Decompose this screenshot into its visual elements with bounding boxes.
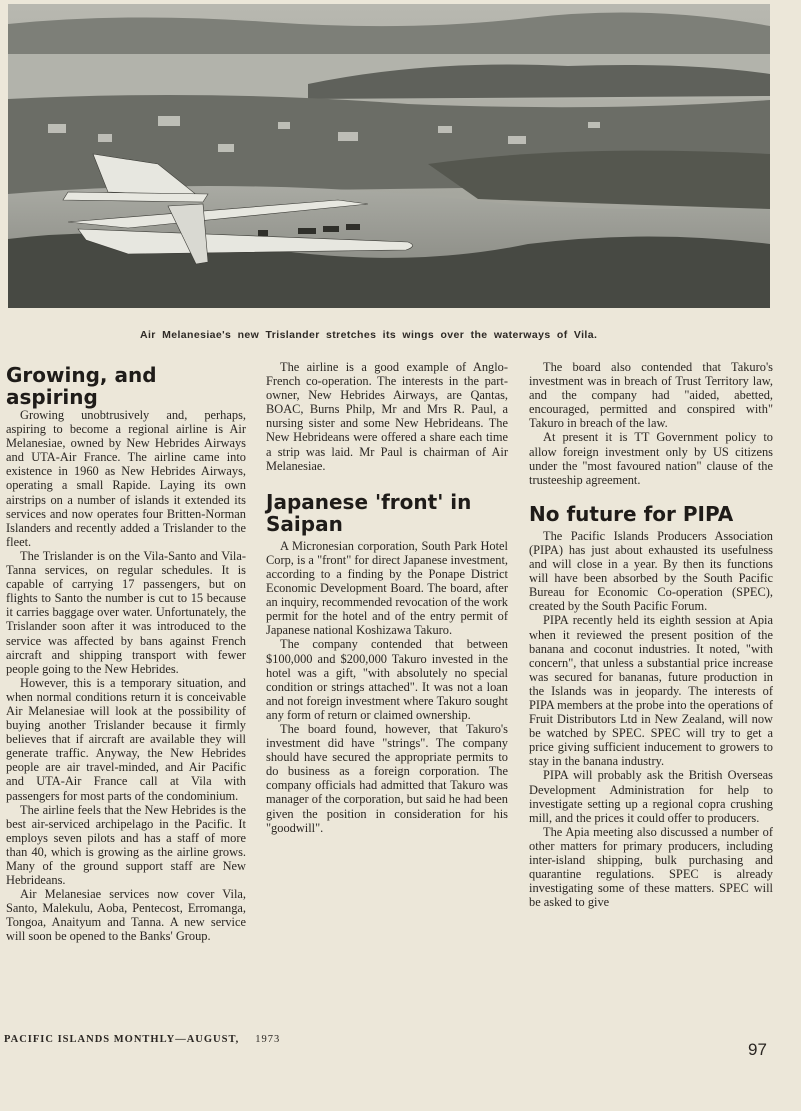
column-1 xyxy=(6,360,246,944)
article-paragraph: The board also contended that Takuro's investment was in breach of Trust Territory law, and the company had "aided, abetted, encouraged, permitted and conspired with" Takuro in breach of the law. xyxy=(529,360,773,431)
headline-japanese-front: Japanese 'front' in Saipan xyxy=(266,489,472,536)
article-paragraph: The airline feels that the New Hebrides is the best air-serviced archipelago in the Pacific. It employs seven pilots and has a staff of more than 40, which is growing as the airline grows. Many of the ground support staff are New Hebrideans. xyxy=(6,802,246,888)
article-paragraph: Air Melanesiae services now cover Vila, Santo, Malekulu, Aoba, Pentecost, Erromanga, Tongoa, Anaityum and Tanna. A new service will soon be opened to the Banks' Group. xyxy=(6,887,246,944)
article-paragraph: A Micronesian corporation, South Park Hotel Corp, is a "front" for direct Japanese investment, according to a finding by the Ponape District Economic Development Board. The board, after an inquiry, recommended revocation of the work permit for the hotel and of the entry permit of Japanese national Koshizawa Takuro. xyxy=(266,538,508,638)
article-paragraph: PIPA will probably ask the British Overseas Development Administration for help to investigate setting up a regional copra crushing mill, and the prices it could offer to producers. xyxy=(529,768,773,825)
headline-growing-aspiring: Growing, and aspiring xyxy=(6,363,157,409)
article-paragraph: The airline is a good example of Anglo-French co-operation. The interests in the part-owner, New Hebrides Airways, are Qantas, BOAC, Burns Philp, Mr and Mrs R. Paul, a nursing sister and some New Hebrideans. The New Hebrideans were offered a share each time a strip was laid. Mr Paul is chairman of Air Melanesiae. xyxy=(266,360,508,473)
publication-name: PACIFIC ISLANDS MONTHLY—AUGUST, xyxy=(4,1034,240,1045)
article-paragraph: The Pacific Islands Producers Association (PIPA) has just about exhausted its usefulness and will close in a year. By then its functions will have been absorbed by the South Pacific Bureau for Economic Co-operation (SPEC), created by the South Pacific Forum. xyxy=(529,528,773,614)
article-paragraph: However, this is a temporary situation, and when normal conditions return it is conceivable Air Melanesiae will look at the possibility of buying another Trislander because it firmly believes that if aircraft are available they will generate traffic. Anyway, the New Hebrides people are air travel-minded, and Air Pacific and UTA-Air France call at Vila with passengers for most parts of the condominium. xyxy=(6,675,246,803)
trislander-photo xyxy=(8,4,770,308)
article-paragraph: PIPA recently held its eighth session at Apia when it reviewed the present position of the banana and coconut industries. It noted, "with concern", that unless a substantial price increase was secured for bananas, future production in the Islands was in jeopardy. The interests of PIPA members at the probe into the operations of Fruit Distributors Ltd in New Zealand, will now be watched by SPEC. SPEC will try to get a price giving sufficient inducement to growers to stay in the banana industry. xyxy=(529,613,773,769)
photo-caption: Air Melanesiae's new Trislander stretches its wings over the waterways of Vila. xyxy=(140,329,598,341)
article-paragraph: At present it is TT Government policy to allow foreign investment only by US citizens under the "most favoured nation" clause of the trusteeship agreement. xyxy=(529,430,773,487)
article-paragraph: The board found, however, that Takuro's investment did have "strings". The company should have secured the appropriate permits to do business as a foreign corporation. The company officials had admitted that Takuro was manager of the corporation, but said he had been given the position in consideration for his "goodwill". xyxy=(266,721,508,835)
article-paragraph: The Trislander is on the Vila-Santo and Vila-Tanna services, on regular schedules. It is capable of carrying 17 passengers, but on flights to Santo the number is cut to 15 because it carries baggage over water. Unfortunately, the Trislander soon after it was introduced to the service was affected by bans against French aircraft and shipping transport with fewer people going to the New Hebrides. xyxy=(6,548,246,676)
page-number: 97 xyxy=(748,1040,767,1059)
headline-no-future-pipa: No future for PIPA xyxy=(529,501,734,526)
publication-footer xyxy=(4,1034,280,1045)
publication-year: 1973 xyxy=(255,1034,281,1045)
column-2 xyxy=(266,360,508,835)
article-paragraph: The company contended that between $100,000 and $200,000 Takuro invested in the hotel was a gift, "with absolutely no special condition or strings attached". It was not a loan and not foreign investment where Takuro sought any form of return or claimed ownership. xyxy=(266,637,508,722)
article-paragraph: The Apia meeting also discussed a number of other matters for primary producers, including inter-island shipping, bulk purchasing and quarantine regulations. SPEC is already investigating some of these matters. SPEC will be asked to give xyxy=(529,824,773,910)
article-paragraph: Growing unobtrusively and, perhaps, aspiring to become a regional airline is Air Melanesiae, owned by New Hebrides Airways and UTA-Air France. The airline came into existence in 1960 as New Hebrides Airways, operating a small Rapide. Laying its own airstrips on a number of islands it extended its services and now operates four Britten-Norman Islanders and recently added a Trislander to the fleet. xyxy=(6,408,246,549)
column-3 xyxy=(529,360,773,909)
